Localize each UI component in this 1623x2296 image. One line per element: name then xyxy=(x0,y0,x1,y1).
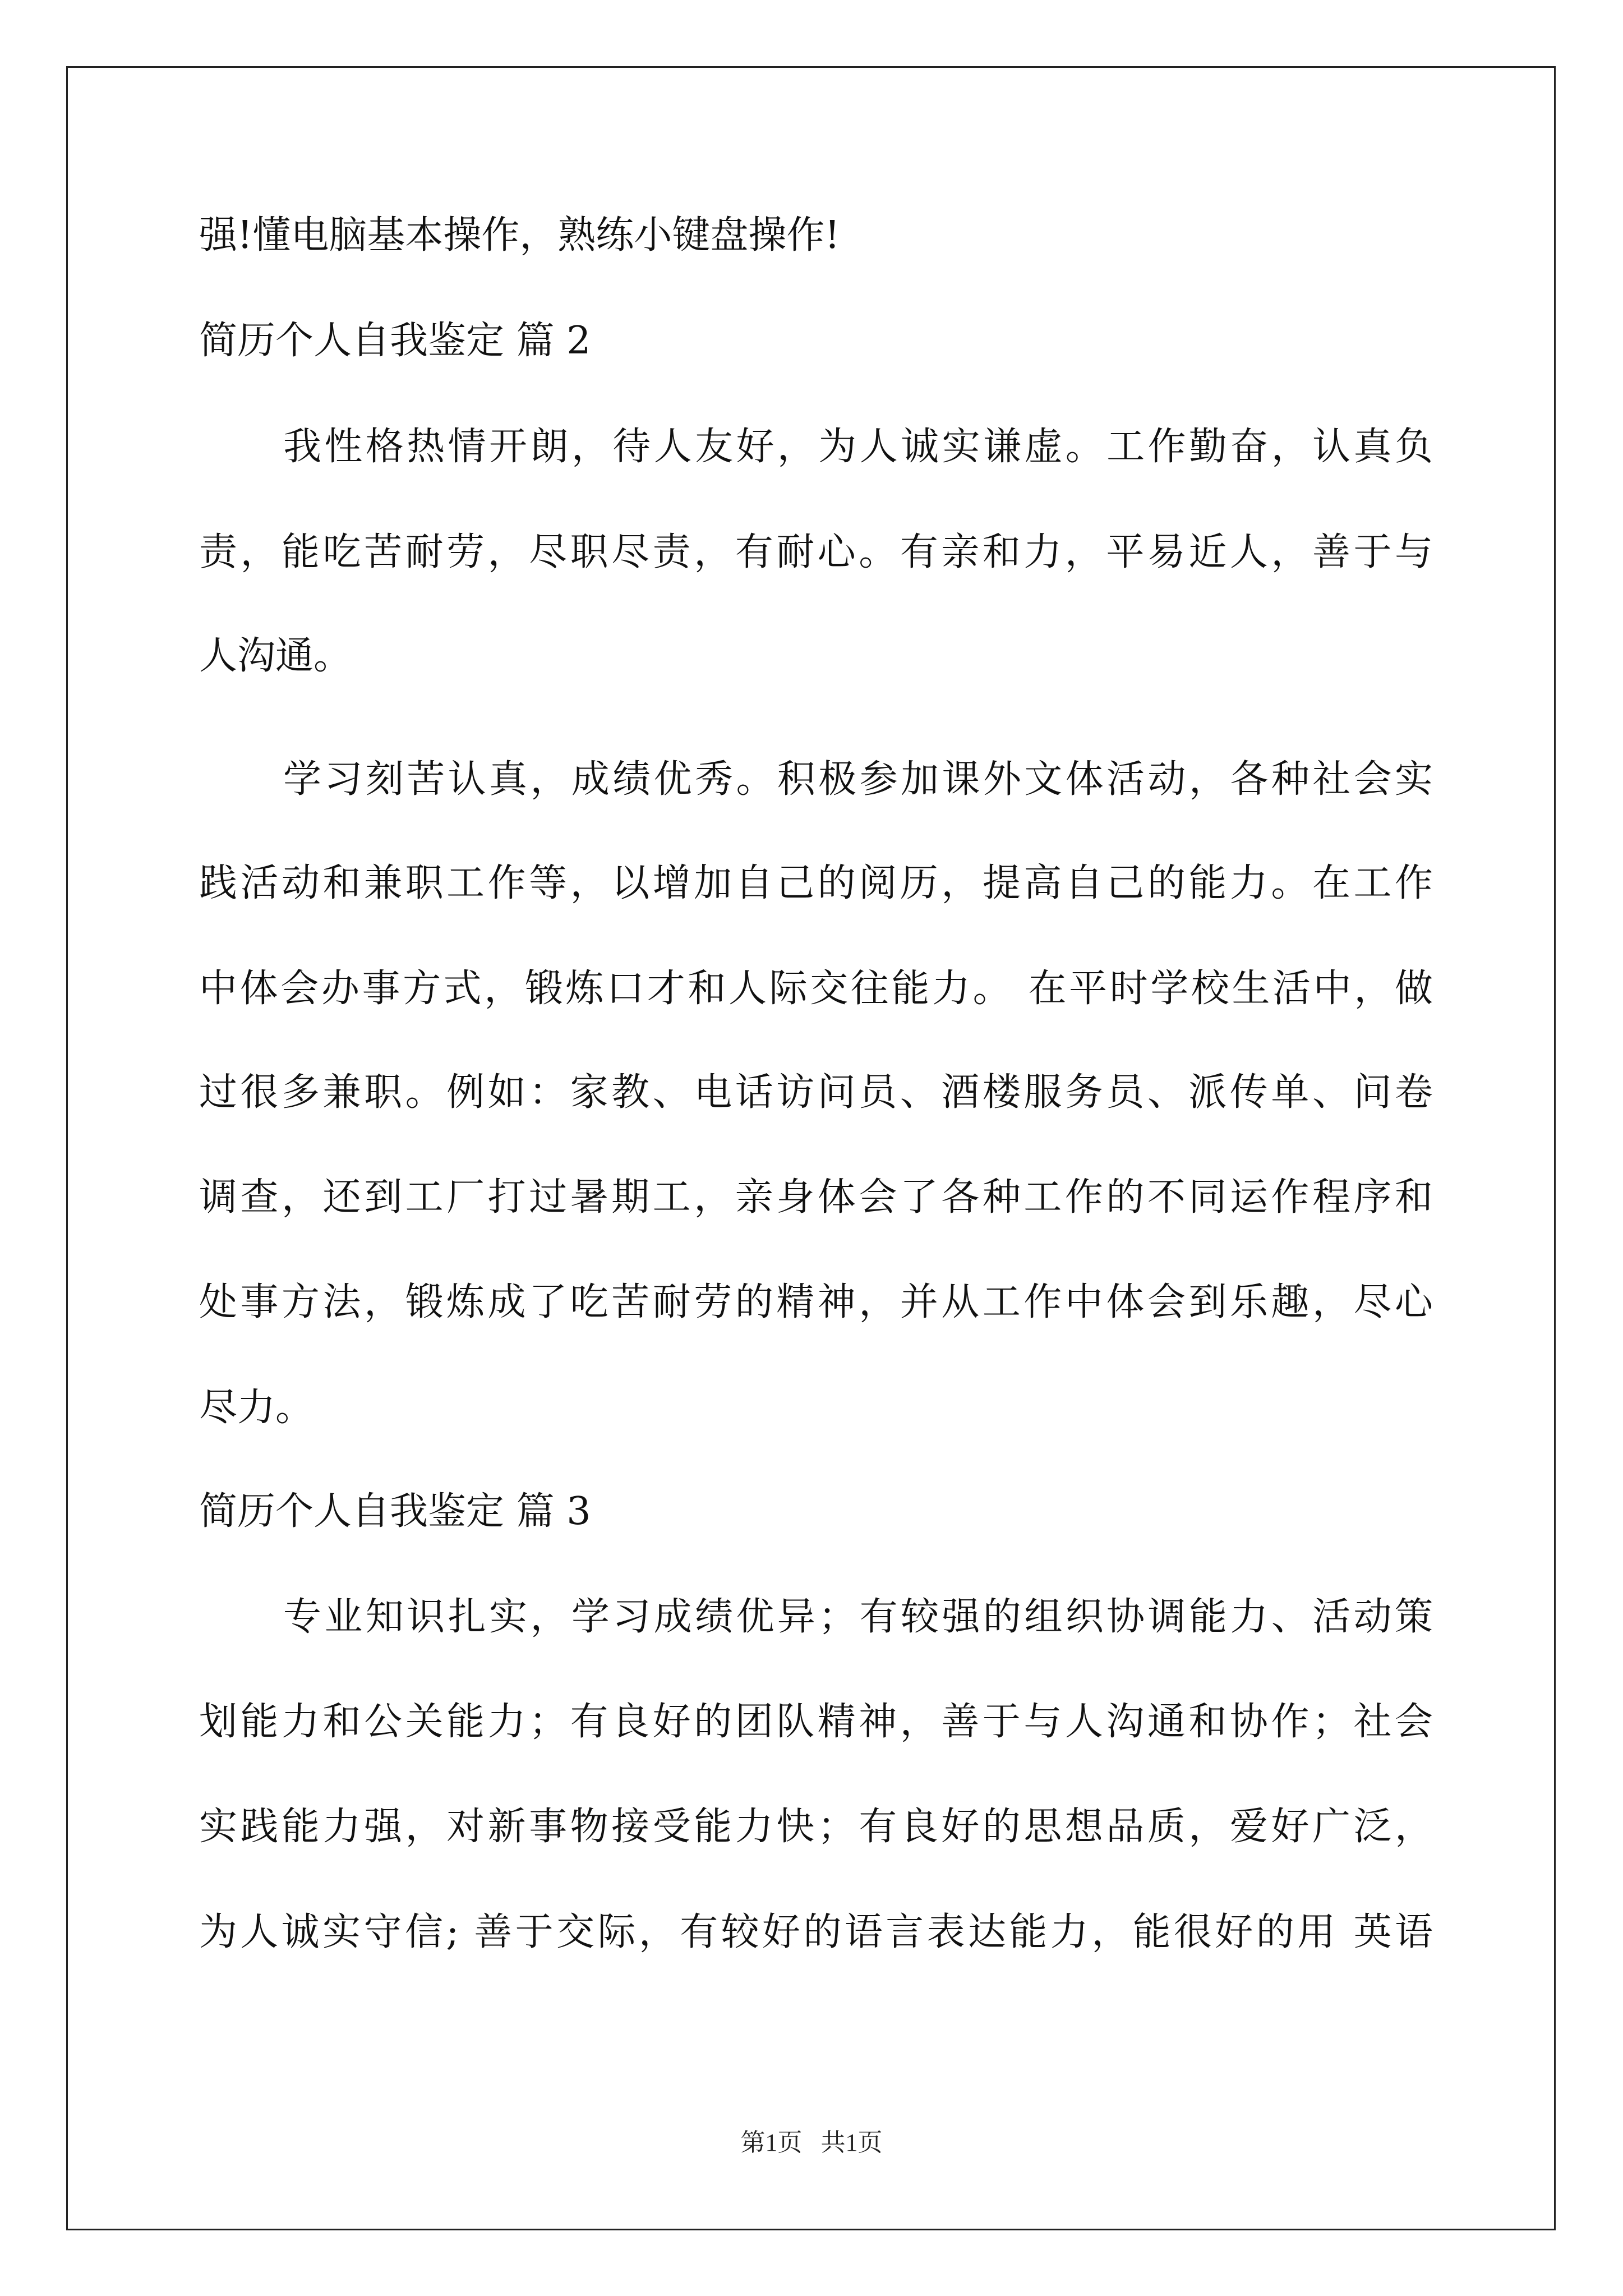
body-text-line: 为人诚实守信; 善于交际，有较好的语言表达能力，能很好的用 英语 xyxy=(199,1910,1433,1954)
section-heading-3: 简历个人自我鉴定 篇 3 xyxy=(199,1489,591,1534)
body-text-line: 尽力。 xyxy=(199,1386,314,1430)
body-text-line: 强!懂电脑基本操作，熟练小键盘操作! xyxy=(199,213,840,257)
page-border xyxy=(66,66,1556,2230)
body-text-line: 学习刻苦认真，成绩优秀。积极参加课外文体活动，各种社会实 xyxy=(283,757,1433,802)
body-text-line: 中体会办事方式，锻炼口才和人际交往能力。 在平时学校生活中，做 xyxy=(199,967,1433,1011)
page-number-footer: 第1页 共1页 xyxy=(740,2129,883,2156)
body-text-line: 践活动和兼职工作等，以增加自己的阅历，提高自己的能力。在工作 xyxy=(199,861,1433,905)
body-text-line: 过很多兼职。例如：家教、电话访问员、酒楼服务员、派传单、问卷 xyxy=(199,1070,1433,1115)
body-text-line: 实践能力强，对新事物接受能力快；有良好的思想品质，爱好广泛， xyxy=(199,1805,1433,1849)
body-text-line: 我性格热情开朗，待人友好，为人诚实谦虚。工作勤奋，认真负 xyxy=(283,425,1433,469)
body-text-line: 责，能吃苦耐劳，尽职尽责，有耐心。有亲和力，平易近人，善于与 xyxy=(199,530,1433,574)
body-text-line: 专业知识扎实，学习成绩优异；有较强的组织协调能力、活动策 xyxy=(283,1595,1433,1639)
body-text-line: 调查，还到工厂打过暑期工，亲身体会了各种工作的不同运作程序和 xyxy=(199,1175,1433,1220)
body-text-line: 处事方法，锻炼成了吃苦耐劳的精神，并从工作中体会到乐趣，尽心 xyxy=(199,1280,1433,1324)
body-text-line: 划能力和公关能力；有良好的团队精神，善于与人沟通和协作；社会 xyxy=(199,1700,1433,1744)
section-heading-2: 简历个人自我鉴定 篇 2 xyxy=(199,319,591,363)
body-text-line: 人沟通。 xyxy=(199,634,352,678)
